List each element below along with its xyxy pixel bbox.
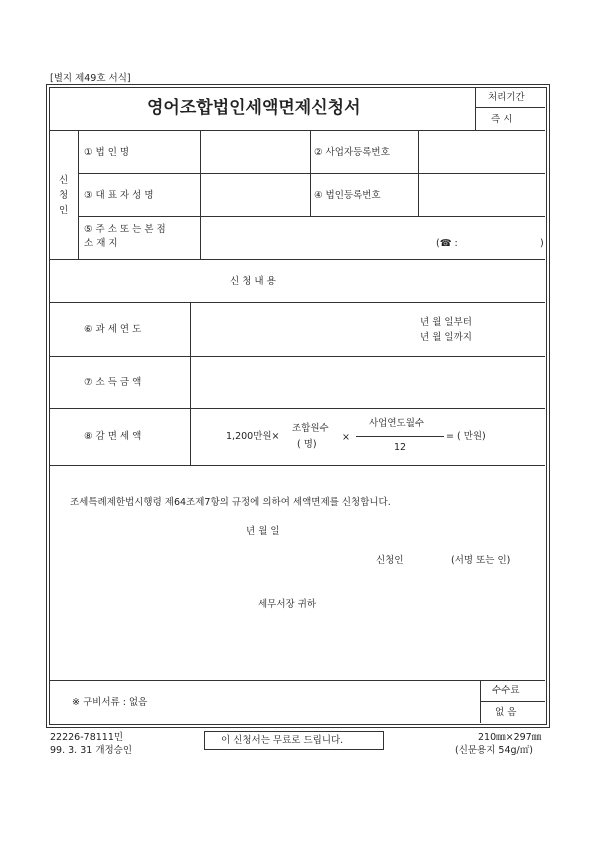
free-notice-box (204, 731, 384, 750)
documents-note: ※ 구비서류 : 없음 (72, 697, 148, 708)
form-code: 22226-78111민 (50, 732, 124, 743)
income-label: ⑦ 소 득 금 액 (84, 377, 142, 388)
members-bottom[interactable]: ( 명) (297, 439, 317, 450)
corp-name-field[interactable] (201, 131, 309, 173)
tax-year-label: ⑥ 과 세 연 도 (84, 324, 142, 335)
applicant-side-label-2: 청 (59, 190, 69, 201)
date-line[interactable]: 년 월 일 (246, 526, 280, 537)
tax-year-from[interactable]: 년 월 일부터 (420, 317, 472, 328)
signature-field[interactable]: (서명 또는 인) (451, 555, 511, 566)
phone-close: ) (540, 238, 544, 249)
signer-label: 신청인 (376, 555, 404, 566)
paper-size: 210㎜×297㎜ (478, 732, 542, 743)
address-label-2: 소 재 지 (84, 238, 118, 249)
processing-period-label: 처리기간 (488, 92, 525, 103)
fee-value: 없 음 (495, 707, 517, 718)
corp-name-label: ① 법 인 명 (84, 147, 130, 158)
form-number: [별지 제49호 서식] (50, 73, 131, 84)
applicant-side-label-3: 인 (59, 205, 69, 216)
approval-date: 99. 3. 31 개정승인 (50, 745, 133, 756)
address-field[interactable] (201, 217, 544, 259)
fee-label: 수수료 (492, 685, 520, 696)
tax-year-to[interactable]: 년 월 일까지 (420, 332, 472, 343)
corp-reg-label: ④ 법인등록번호 (314, 190, 381, 201)
exemption-base: 1,200만원× (226, 431, 280, 442)
form-title: 영어조합법인세액면제신청서 (147, 98, 361, 118)
biz-reg-label: ② 사업자등록번호 (314, 147, 390, 158)
applicant-side-label-1: 신 (59, 175, 69, 186)
free-notice: 이 신청서는 무료로 드립니다. (221, 735, 344, 746)
paper-type: (신문용지 54g/㎡) (455, 745, 533, 756)
exemption-result[interactable]: = ( 만원) (446, 431, 486, 442)
recipient: 세무서장 귀하 (258, 599, 317, 610)
income-field[interactable] (191, 357, 544, 407)
exemption-label: ⑧ 감 면 세 액 (84, 431, 142, 442)
biz-reg-field[interactable] (419, 131, 544, 173)
members-top: 조합원수 (292, 423, 329, 434)
address-label-1: ⑤ 주 소 또 는 본 점 (84, 224, 166, 235)
phone-open: (☎ : (436, 238, 458, 249)
rep-name-field[interactable] (201, 174, 309, 216)
content-header: 신 청 내 용 (230, 276, 276, 287)
exemption-times: × (342, 432, 350, 443)
corp-reg-field[interactable] (419, 174, 544, 216)
months-top: 사업연도월수 (369, 418, 425, 429)
statement-text: 조세특례제한법시행령 제64조제7항의 규정에 의하여 세액면제를 신청합니다. (70, 497, 391, 508)
processing-period-value: 즉 시 (491, 114, 513, 125)
months-bottom: 12 (394, 442, 407, 453)
rep-name-label: ③ 대 표 자 성 명 (84, 190, 154, 201)
